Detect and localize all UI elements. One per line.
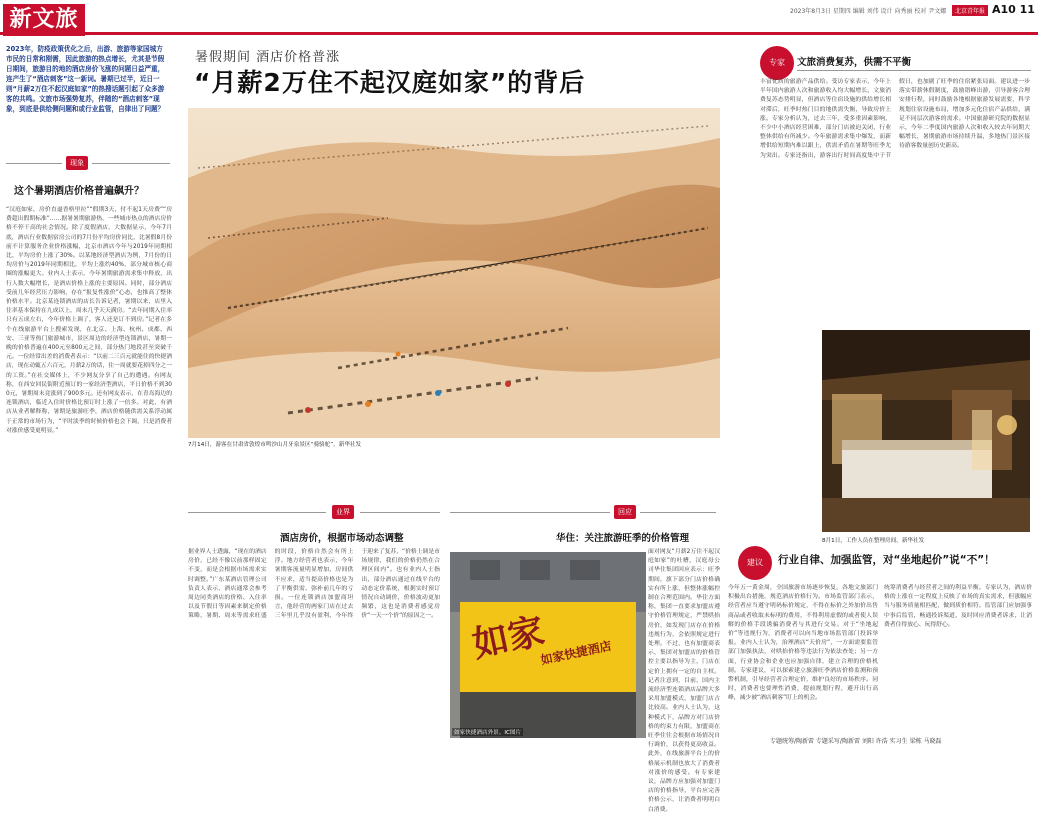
industry-body-text: 据业界人士透露，“现在的酒店房价，已经不像以前那样固定不变，而是会根据市场需求实时调整。”广东某酒店管理公司负责人表示，酒店通常会参考周边同类酒店的价格、入住率以及节假日等因素来制定价格策略，暑期、周末等需求旺盛的时段，价格自然会有所上浮。地方经营者也表示，今年暑期客流量明显增加，房间供不应求，适当提高价格也是为了平衡供需、弥补前几年的亏损。一位连锁酒店加盟商坦言，他经营的两家门店在过去三年里几乎没有盈利，今年终于迎来了复苏，“价格上调是市场规律，我们的价格仍然在合理区间内”。也有业内人士指出，部分酒店通过在线平台的动态定价系统，根据实时预订情况自动调价，价格波动更加频繁，这也是消费者感觉房价“一天一个价”的原因之一。 (188, 549, 440, 620)
hotel-room-photo (822, 330, 1030, 532)
divider (188, 512, 326, 513)
credits-footer: 专题统筹/陶新雷 专题采写/陶新雷 刘阳 许浩 实习生 梁栋 马晓磊 (770, 738, 942, 745)
section-tag-phenomenon: 现象 (66, 156, 88, 170)
industry-headline: 酒店房价，根据市场动态调整 (280, 533, 404, 544)
divider (6, 163, 62, 164)
masthead-rule (0, 32, 1038, 35)
section-logo: 新文旅 (3, 4, 85, 36)
divider (797, 70, 1031, 71)
kicker: 暑假期间 酒店价格普涨 (195, 50, 341, 65)
desert-camel-photo (188, 108, 720, 438)
divider (450, 512, 610, 513)
response-headline: 华住：关注旅游旺季的价格管理 (556, 533, 690, 544)
lead-paragraph: 2023年，防疫政策优化之后，出游、旅游等家国城方市民的日常和刚需，因此旅游的热点增长，尤其是节假日期间，旅游目的地的酒店房价飞涨的问题日益严重，连产生了“酒店刺客”这一新词。暑期已过半，近日一则“月薪2万住不起汉庭如家”的热搜话题引起了众多游客的共鸣。文旅市场强势复苏，伴随的“酒店刺客”现象，到底是供给侧问题和或行业监管，自律出了问题？ (6, 45, 165, 113)
hotel-sign-text: 如家快捷酒店 (539, 638, 613, 668)
suggestion-headline: 行业自律、加强监管，对“坐地起价”说“不”！ (778, 554, 995, 566)
section-tag-expert: 专家 (760, 46, 794, 80)
expert-body-text: 丰富优质的旅游产品供给。受访专家表示，今年上半年国内旅游人次和旅游收入均大幅增长，文旅消费复苏态势明显，但酒店等住宿设施的供给增长相对滞后，旺季时热门目的地供需失衡，导致房价上涨。专家分析认为，过去三年，受多重因素影响，不少中小酒店经营困难，部分门店被迫关闭，行业整体供给有所减少。今年旅游需求集中爆发，而新增供给短期内难以跟上，供需矛盾在暑期等旺季尤为突出。专家还指出，游客出行时间高度集中于节假日，也加剧了旺季的住宿紧张局面。建议进一步落实带薪休假制度，鼓励错峰出游，引导游客合理安排行程，同时鼓励各地根据旅游发展需要，科学规划住宿设施布局，增加多元化住宿产品供给，满足不同层次游客的需求。中国旅游研究院的数据显示，今年二季度国内旅游人次和收入较去年同期大幅增长，暑期旅游市场持续升温，多地热门景区接待游客数量创历史新高。 (760, 79, 1030, 159)
date-line: 2023年8月3日 星期四 编辑 刘伟 设计 向秀丽 校对 尹文娜 (790, 8, 947, 15)
suggestion-body-text-b: 统筹消费者与经营者之间的利益平衡。专家认为，酒店价格的上涨在一定程度上反映了市场的真实需求，但涨幅应当与服务质量相匹配，做到质价相符。监管部门应加强事中事后监管，畅通投诉渠道，及时回应消费者诉求，让消费者住得放心、玩得舒心。 (884, 585, 1032, 628)
hotel-sign-logo: 如家 (469, 610, 549, 666)
response-body-text-b: 面对网友“月薪2万住不起汉庭如家”的吐槽，汉庭母公司华住集团回应表示：旺季期间，旗下部分门店价格确实有所上涨，但整体涨幅控制在合理范围内。华住方面称，集团一直要求加盟店遵守价格管理规定，严禁哄抬房价，如发现门店存在价格违规行为，会依照规定进行处理。不过，也有加盟商表示，集团对加盟店的价格管控主要以指导为主，门店在定价上拥有一定的自主权。记者注意到，目前，国内主流经济型连锁酒店品牌大多采用加盟模式，加盟门店占比较高。业内人士认为，这种模式下，品牌方对门店价格的约束力有限，加盟商在旺季往往会根据市场情况自行调价，以获得更高收益。此外，在线旅游平台上的价格展示机制也放大了消费者对涨价的感受。有专家建议，品牌方应加强对加盟门店的价格指导，平台应完善价格公示，让消费者明明白白消费。 (648, 549, 720, 813)
hotel-storefront-photo (450, 552, 646, 738)
storefront-caption: 如家快捷酒店外景。IC图片 (454, 730, 522, 736)
divider (640, 512, 716, 513)
divider (92, 163, 170, 164)
section-tag-industry: 业界 (332, 505, 354, 519)
publication-tag: 北京青年报 (952, 5, 988, 16)
left-body-text: “汉庭如家，房价直逼香格里拉”“假期3天，付不起1天房费”“房费超出假期标准”……据暑暑期旅游热，一些城市热点的酒店房价格不停干高的社会情况。除了度假酒店，大数据显示，今年7月底，酒店行业数据宿房公司的7月份平均房价同比，比暑假8月份前不计算服务企业价格涨幅，北京市酒店今年与2019年同期相比，平均房价上涨了30%。以某地经济型酒店为例，7月份的日均房价与2019年同期相比，平均上涨约40%，部分城市核心商圈的涨幅更大。业内人士表示，今年暑期旅游需求集中释放，出行人数大幅增长，是酒店价格上涨的主要原因。同时，部分酒店受前几年经营压力影响，存在“报复性涨价”心态，也推高了整体价格水平。北京某连锁酒店的店长告诉记者，暑期以来，店里入住率基本保持在九成以上，周末几乎天天满房。“去年同期入住率只有五成左右，今年价格上调了，客人还是订不到房。”记者在多个在线旅游平台上搜索发现，在北京、上海、杭州、成都、西安、三亚等热门旅游城市，景区周边的经济型连锁酒店，暑期一晚的价格普遍在400元至800元之间，部分热门地段甚至突破千元。一位经常出差的消费者表示：“以前二三百元就能住的快捷酒店，现在动辄五六百元，月薪2万的话，住一周就要花掉四分之一的工资。”在社交媒体上，不少网友分享了自己的遭遇。有网友称，在西安回民街附近预订的一家经济型酒店，平日价格不到300元，暑期周末竟涨到了900多元。还有网友表示，在青岛海边的连锁酒店，临近入住时价格比预订时上涨了一倍多。对此，有酒店从业者解释称，暑期是旅游旺季，酒店价格随供需关系浮动属于正常的市场行为，“平时淡季的时候价格也会下调，只是消费者对涨价感受更明显。” (6, 207, 173, 434)
photo-caption: 7月14日，游客在甘肃省敦煌市鸣沙山月牙泉景区“骑骆驼”。新华社发 (188, 442, 362, 448)
page-title: “月薪2万住不起汉庭如家”的背后 (194, 68, 586, 97)
section-tag-suggestion: 建议 (738, 546, 772, 580)
section-tag-response: 回应 (614, 505, 636, 519)
room-photo-caption: 8月1日，工作人员在整理房间。新华社发 (822, 538, 925, 544)
divider (360, 512, 440, 513)
page-number: A10 11 (992, 3, 1035, 16)
left-headline: 这个暑期酒店价格普遍飙升？ (14, 186, 144, 197)
expert-headline: 文旅消费复苏，供需不平衡 (797, 57, 912, 68)
suggestion-body-text: 今年五一黄金周，全国旅游市场逐步恢复，各地文旅部门积极出台措施，规范酒店价格行为。市场监管部门表示，经营者应当遵守明码标价规定，不得在标价之外加价出售商品或者收取未标明的费用，不得利用虚假的或者使人误解的价格手段诱骗消费者与其进行交易。对于“坐地起价”等违规行为，消费者可以向当地市场监管部门投诉举报。业内人士认为，治理酒店“天价房”，一方面需要监管部门加强执法，对哄抬价格等违法行为依法查处；另一方面，行业协会和企业也应加强自律，建立合理的价格机制。专家建议，可以探索建立旅游旺季酒店价格监测和预警机制，引导经营者合理定价，维护良好的市场秩序。同时，消费者也要理性消费，提前规划行程，避开出行高峰，减少被“酒店刺客”盯上的机会。 (728, 585, 878, 702)
